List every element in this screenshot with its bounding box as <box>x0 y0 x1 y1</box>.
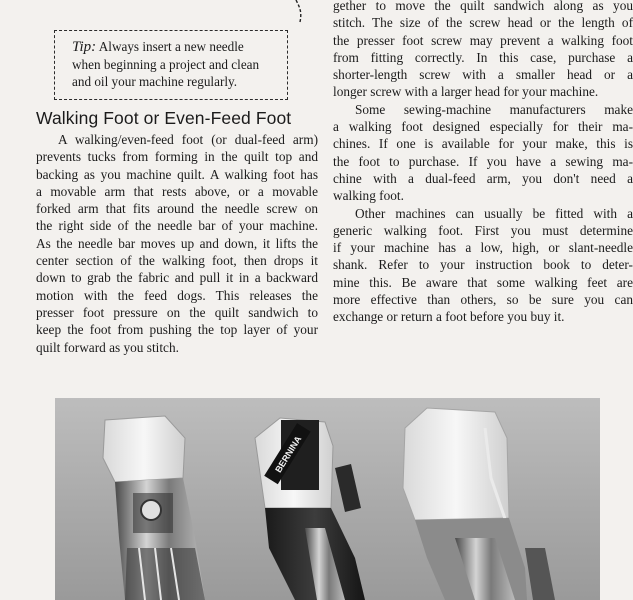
text-line: shorter-length screw with a smaller head or a <box>333 67 633 83</box>
text-line: longer screw with a larger head for your machine. <box>333 84 599 100</box>
text-line: more effective than others, so be sure you can <box>333 292 633 308</box>
tip-line: and oil your machine regularly. <box>72 74 238 89</box>
foot-brand-label: BERNINA <box>273 434 304 475</box>
tip-text <box>72 38 292 90</box>
text-line: chine with a dual-feed arm, you don't need a <box>333 170 633 186</box>
right-column-text <box>333 0 633 326</box>
section-heading: Walking Foot or Even-Feed Foot <box>36 108 292 128</box>
text-line: the right side of the needle bar of your machine. <box>36 218 318 234</box>
text-line: Other machines can usually be fitted with a <box>355 205 633 221</box>
text-line: prevents tucks from forming in the quilt top and <box>36 149 318 165</box>
text-line: down to grab the fabric and pull it in a backward <box>36 270 318 286</box>
text-line: exchange or return a foot before you buy it. <box>333 309 565 325</box>
tip-line: when beginning a project and clean <box>72 57 260 72</box>
text-line: backing as you machine quilt. A walking foot has <box>36 166 318 182</box>
text-line: a walking foot designed especially for their ma- <box>333 119 633 135</box>
tip-line: Always insert a new needle <box>98 39 244 54</box>
text-line: stitch. The size of the screw head or the length of <box>333 15 633 31</box>
text-line: A walking/even-feed foot (or dual-feed arm) <box>58 132 318 147</box>
text-line: a movable arm that rests above, or a movable <box>36 183 318 199</box>
text-line: presser foot pressure on the quilt sandwich to <box>36 304 318 320</box>
text-line: forked arm that fits around the needle screw on <box>36 201 318 217</box>
text-line: mine this. Be aware that some walking feet are <box>333 274 633 290</box>
text-line: walking foot. <box>333 188 404 204</box>
left-column-paragraph <box>36 131 318 356</box>
text-line: the foot to purchase. If you have a sewing ma- <box>333 153 633 169</box>
text-line: keep the foot from pushing the top layer of your <box>36 322 318 338</box>
text-line: generic walking foot. First you must determine <box>333 222 633 238</box>
text-line: the presser foot screw may prevent a walking foot <box>333 32 633 48</box>
tip-label: Tip: <box>72 39 97 55</box>
text-line: quilt forward as you stitch. <box>36 339 179 355</box>
walking-foot-3 <box>403 408 555 600</box>
text-line: center section of the walking foot, then drops it <box>36 253 318 269</box>
text-line: gether to move the quilt sandwich along as you <box>333 0 633 13</box>
walking-foot-2 <box>255 418 365 600</box>
text-line: As the needle bar moves up and down, it lifts the <box>36 235 318 251</box>
text-line: chines. If one is available for your make, this is <box>333 136 633 152</box>
walking-foot-1 <box>103 416 205 600</box>
text-line: Some sewing-machine manufacturers make <box>355 101 633 117</box>
walking-feet-photo <box>55 398 600 600</box>
text-line: motion with the feed dogs. This releases the <box>36 287 318 303</box>
text-line: if your machine has a low, high, or slant-needle <box>333 240 633 256</box>
text-line: shank. Refer to your instruction book to deter- <box>333 257 633 273</box>
text-line: from fitting correctly. In this case, purchase a <box>333 49 633 65</box>
